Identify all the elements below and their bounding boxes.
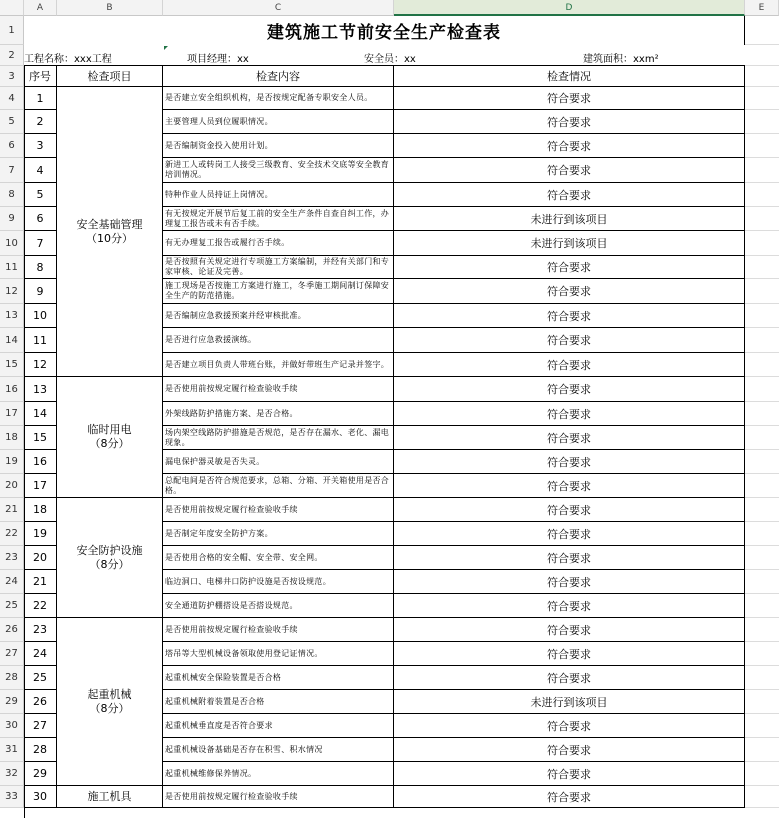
item-content[interactable]: 是否建立项目负责人带班台账，并做好带班生产记录并签字。 (163, 353, 394, 377)
item-result[interactable]: 符合要求 (394, 402, 745, 426)
item-number[interactable]: 17 (24, 474, 57, 498)
gridline (745, 182, 779, 183)
item-result[interactable]: 符合要求 (394, 158, 745, 183)
row-header-25[interactable]: 25 (0, 594, 24, 618)
gridline (745, 352, 779, 353)
row-header-18[interactable]: 18 (0, 426, 24, 450)
gridline (745, 278, 779, 279)
item-number[interactable]: 15 (24, 426, 57, 450)
item-content[interactable]: 起重机械附着装置是否合格 (163, 690, 394, 714)
row-header-33[interactable]: 33 (0, 786, 24, 808)
item-content[interactable]: 起重机械安全保险装置是否合格 (163, 666, 394, 690)
item-content[interactable]: 是否编制资金投入使用计划。 (163, 134, 394, 158)
header-content[interactable]: 检查内容 (163, 66, 394, 87)
row-header-14[interactable]: 14 (0, 328, 24, 353)
item-result[interactable]: 符合要求 (394, 377, 745, 402)
item-number[interactable]: 29 (24, 762, 57, 786)
gridline (745, 521, 779, 522)
gridline (745, 109, 779, 110)
category-name: 临时用电 (87, 423, 132, 436)
row-header-5[interactable]: 5 (0, 110, 24, 134)
item-content[interactable]: 是否制定年度安全防护方案。 (163, 522, 394, 546)
item-number[interactable]: 18 (24, 498, 57, 522)
item-number[interactable]: 9 (24, 279, 57, 304)
row-header-24[interactable]: 24 (0, 570, 24, 594)
item-number[interactable]: 24 (24, 642, 57, 666)
row-header-16[interactable]: 16 (0, 377, 24, 402)
item-result[interactable]: 符合要求 (394, 786, 745, 808)
item-content[interactable]: 是否建立安全组织机构，是否按规定配备专职安全人员。 (163, 87, 394, 110)
item-result[interactable]: 符合要求 (394, 183, 745, 207)
header-seq[interactable]: 序号 (24, 66, 57, 87)
corner-cell[interactable] (0, 0, 24, 16)
row-header-20[interactable]: 20 (0, 474, 24, 498)
row-header-15[interactable]: 15 (0, 353, 24, 377)
gridline (745, 807, 779, 808)
item-number[interactable]: 3 (24, 134, 57, 158)
row-header-27[interactable]: 27 (0, 642, 24, 666)
row-header-19[interactable]: 19 (0, 450, 24, 474)
item-result[interactable]: 符合要求 (394, 546, 745, 570)
item-content[interactable]: 是否使用前按规定履行检查验收手续 (163, 498, 394, 522)
building-area: 建筑面积：xxm² (583, 54, 659, 65)
row-header-11[interactable]: 11 (0, 256, 24, 279)
category-score: （8分） (89, 557, 130, 571)
category-cell[interactable] (57, 618, 163, 786)
item-result[interactable]: 符合要求 (394, 279, 745, 304)
gridline (745, 327, 779, 328)
column-header-b[interactable]: B (57, 0, 163, 16)
item-number[interactable]: 30 (24, 786, 57, 808)
gridline (745, 761, 779, 762)
comment-indicator (164, 46, 168, 50)
item-content[interactable]: 是否按照有关规定进行专项施工方案编制，并经有关部门和专家审核、论证及完善。 (163, 256, 394, 279)
item-content[interactable]: 是否使用前按规定履行检查验收手续 (163, 786, 394, 808)
gridline (745, 230, 779, 231)
item-content[interactable]: 总配电间是否符合规范要求，总箱、分箱、开关箱使用是否合格。 (163, 474, 394, 498)
item-number[interactable]: 5 (24, 183, 57, 207)
item-number[interactable]: 16 (24, 450, 57, 474)
item-content[interactable]: 是否进行应急救援演练。 (163, 328, 394, 353)
item-content[interactable]: 是否使用合格的安全帽、安全带、安全网。 (163, 546, 394, 570)
item-number[interactable]: 23 (24, 618, 57, 642)
row-header-28[interactable]: 28 (0, 666, 24, 690)
gridline (745, 665, 779, 666)
project-name: 工程名称：xxx工程 (24, 54, 112, 65)
sheet-title[interactable]: 建筑施工节前安全生产检查表 (24, 16, 745, 45)
item-result[interactable]: 符合要求 (394, 642, 745, 666)
item-number[interactable]: 22 (24, 594, 57, 618)
row-header-13[interactable]: 13 (0, 304, 24, 328)
gridline (745, 303, 779, 304)
row-header-29[interactable]: 29 (0, 690, 24, 714)
safety-officer: 安全员：xx (364, 54, 416, 65)
item-number[interactable]: 26 (24, 690, 57, 714)
item-number[interactable]: 8 (24, 256, 57, 279)
gridline (745, 641, 779, 642)
item-result[interactable]: 符合要求 (394, 666, 745, 690)
item-content[interactable]: 新进工人或转岗工人接受三级教育、安全技术交底等安全教育培训情况。 (163, 158, 394, 183)
item-result[interactable]: 符合要求 (394, 134, 745, 158)
category-score: （8分） (89, 701, 130, 715)
gridline (745, 785, 779, 786)
column-header-d[interactable]: D (394, 0, 745, 16)
gridline (745, 157, 779, 158)
item-content[interactable]: 主要管理人员到位履职情况。 (163, 110, 394, 134)
item-result[interactable]: 符合要求 (394, 594, 745, 618)
gridline (745, 133, 779, 134)
column-header-a[interactable]: A (24, 0, 57, 16)
item-number[interactable]: 10 (24, 304, 57, 328)
category-cell[interactable] (57, 498, 163, 618)
item-result[interactable]: 符合要求 (394, 762, 745, 786)
item-result[interactable]: 符合要求 (394, 498, 745, 522)
gridline (745, 65, 779, 66)
item-result[interactable]: 符合要求 (394, 714, 745, 738)
item-number[interactable]: 21 (24, 570, 57, 594)
category-name: 起重机械 (87, 687, 132, 701)
gridline (745, 255, 779, 256)
item-content[interactable]: 是否使用前按规定履行检查验收手续 (163, 618, 394, 642)
item-result[interactable]: 未进行到该项目 (394, 207, 745, 231)
gridline (745, 689, 779, 690)
item-number[interactable]: 25 (24, 666, 57, 690)
gridline (745, 449, 779, 450)
item-number[interactable]: 13 (24, 377, 57, 402)
item-result[interactable]: 符合要求 (394, 522, 745, 546)
grid-left-border (24, 66, 25, 818)
item-result[interactable]: 符合要求 (394, 570, 745, 594)
item-content[interactable]: 临边洞口、电梯井口防护设施是否按设规范。 (163, 570, 394, 594)
item-result[interactable]: 符合要求 (394, 256, 745, 279)
header-result[interactable]: 检查情况 (394, 66, 745, 87)
gridline (745, 713, 779, 714)
gridline (745, 44, 779, 45)
category-score: （10分） (86, 231, 133, 245)
item-number[interactable]: 2 (24, 110, 57, 134)
item-result[interactable]: 未进行到该项目 (394, 690, 745, 714)
row-header-6[interactable]: 6 (0, 134, 24, 158)
item-number[interactable]: 14 (24, 402, 57, 426)
item-result[interactable]: 符合要求 (394, 304, 745, 328)
item-content[interactable]: 特种作业人员持证上岗情况。 (163, 183, 394, 207)
item-number[interactable]: 7 (24, 231, 57, 256)
item-result[interactable]: 符合要求 (394, 426, 745, 450)
item-number[interactable]: 11 (24, 328, 57, 353)
row-header-12[interactable]: 12 (0, 279, 24, 304)
item-content[interactable]: 有无按规定开展节后复工前的安全生产条件自查自纠工作，办理复工报告或未有否手续。 (163, 207, 394, 231)
item-number[interactable]: 1 (24, 87, 57, 110)
gridline (745, 401, 779, 402)
row-header-21[interactable]: 21 (0, 498, 24, 522)
row-header-2[interactable]: 2 (0, 45, 24, 66)
item-result[interactable]: 符合要求 (394, 353, 745, 377)
item-content[interactable]: 塔吊等大型机械设备领取使用登记证情况。 (163, 642, 394, 666)
row-header-22[interactable]: 22 (0, 522, 24, 546)
gridline (745, 617, 779, 618)
item-content[interactable]: 起重机械垂直度是否符合要求 (163, 714, 394, 738)
gridline (745, 86, 779, 87)
category-name: 安全防护设施 (76, 543, 143, 557)
item-number[interactable]: 6 (24, 207, 57, 231)
item-result[interactable]: 符合要求 (394, 474, 745, 498)
gridline (745, 545, 779, 546)
item-content[interactable]: 施工现场是否按施工方案进行施工，冬季施工期间制订保障安全生产的防范措施。 (163, 279, 394, 304)
category-name: 施工机具 (87, 789, 132, 803)
item-content[interactable]: 外架线路防护措施方案、是否合格。 (163, 402, 394, 426)
item-number[interactable]: 27 (24, 714, 57, 738)
item-number[interactable]: 20 (24, 546, 57, 570)
gridline (745, 206, 779, 207)
category-name: 安全基础管理 (76, 217, 143, 231)
gridline (745, 737, 779, 738)
row-header-17[interactable]: 17 (0, 402, 24, 426)
item-content[interactable]: 起重机械维修保养情况。 (163, 762, 394, 786)
item-content[interactable]: 是否编制应急救援预案并经审核批准。 (163, 304, 394, 328)
category-cell[interactable] (57, 377, 163, 498)
category-cell[interactable] (57, 87, 163, 377)
gridline (745, 376, 779, 377)
row-header-3[interactable]: 3 (0, 66, 24, 87)
row-header-9[interactable]: 9 (0, 207, 24, 231)
header-item[interactable]: 检查项目 (57, 66, 163, 87)
column-header-c[interactable]: C (163, 0, 394, 16)
item-content[interactable]: 漏电保护器灵敏是否失灵。 (163, 450, 394, 474)
category-score: （8分） (89, 437, 130, 450)
row-header-7[interactable]: 7 (0, 158, 24, 183)
row-header-8[interactable]: 8 (0, 183, 24, 207)
row-header-26[interactable]: 26 (0, 618, 24, 642)
gridline (745, 569, 779, 570)
item-result[interactable]: 符合要求 (394, 738, 745, 762)
item-result[interactable]: 符合要求 (394, 87, 745, 110)
column-header-e[interactable]: E (745, 0, 779, 16)
item-content[interactable]: 有无办理复工报告或履行否手续。 (163, 231, 394, 256)
row-header-1[interactable]: 1 (0, 16, 24, 45)
item-result[interactable]: 符合要求 (394, 450, 745, 474)
item-number[interactable]: 19 (24, 522, 57, 546)
item-number[interactable]: 28 (24, 738, 57, 762)
item-content[interactable]: 场内架空线路防护措施是否规范，是否存在漏水、老化、漏电现象。 (163, 426, 394, 450)
item-result[interactable]: 符合要求 (394, 618, 745, 642)
category-cell[interactable] (57, 786, 163, 808)
item-content[interactable]: 起重机械设备基础是否存在积雪、积水情况 (163, 738, 394, 762)
gridline (745, 473, 779, 474)
row-header-30[interactable]: 30 (0, 714, 24, 738)
row-header-4[interactable]: 4 (0, 87, 24, 110)
item-content[interactable]: 安全通道防护棚搭设是否搭设规范。 (163, 594, 394, 618)
row-header-10[interactable]: 10 (0, 231, 24, 256)
row-header-31[interactable]: 31 (0, 738, 24, 762)
item-number[interactable]: 4 (24, 158, 57, 183)
gridline (745, 425, 779, 426)
row-header-23[interactable]: 23 (0, 546, 24, 570)
item-result[interactable]: 符合要求 (394, 328, 745, 353)
row-header-32[interactable]: 32 (0, 762, 24, 786)
item-content[interactable]: 是否使用前按规定履行检查验收手续 (163, 377, 394, 402)
item-number[interactable]: 12 (24, 353, 57, 377)
gridline (745, 593, 779, 594)
project-manager: 项目经理：xx (187, 54, 249, 65)
gridline (745, 497, 779, 498)
item-result[interactable]: 符合要求 (394, 110, 745, 134)
item-result[interactable]: 未进行到该项目 (394, 231, 745, 256)
